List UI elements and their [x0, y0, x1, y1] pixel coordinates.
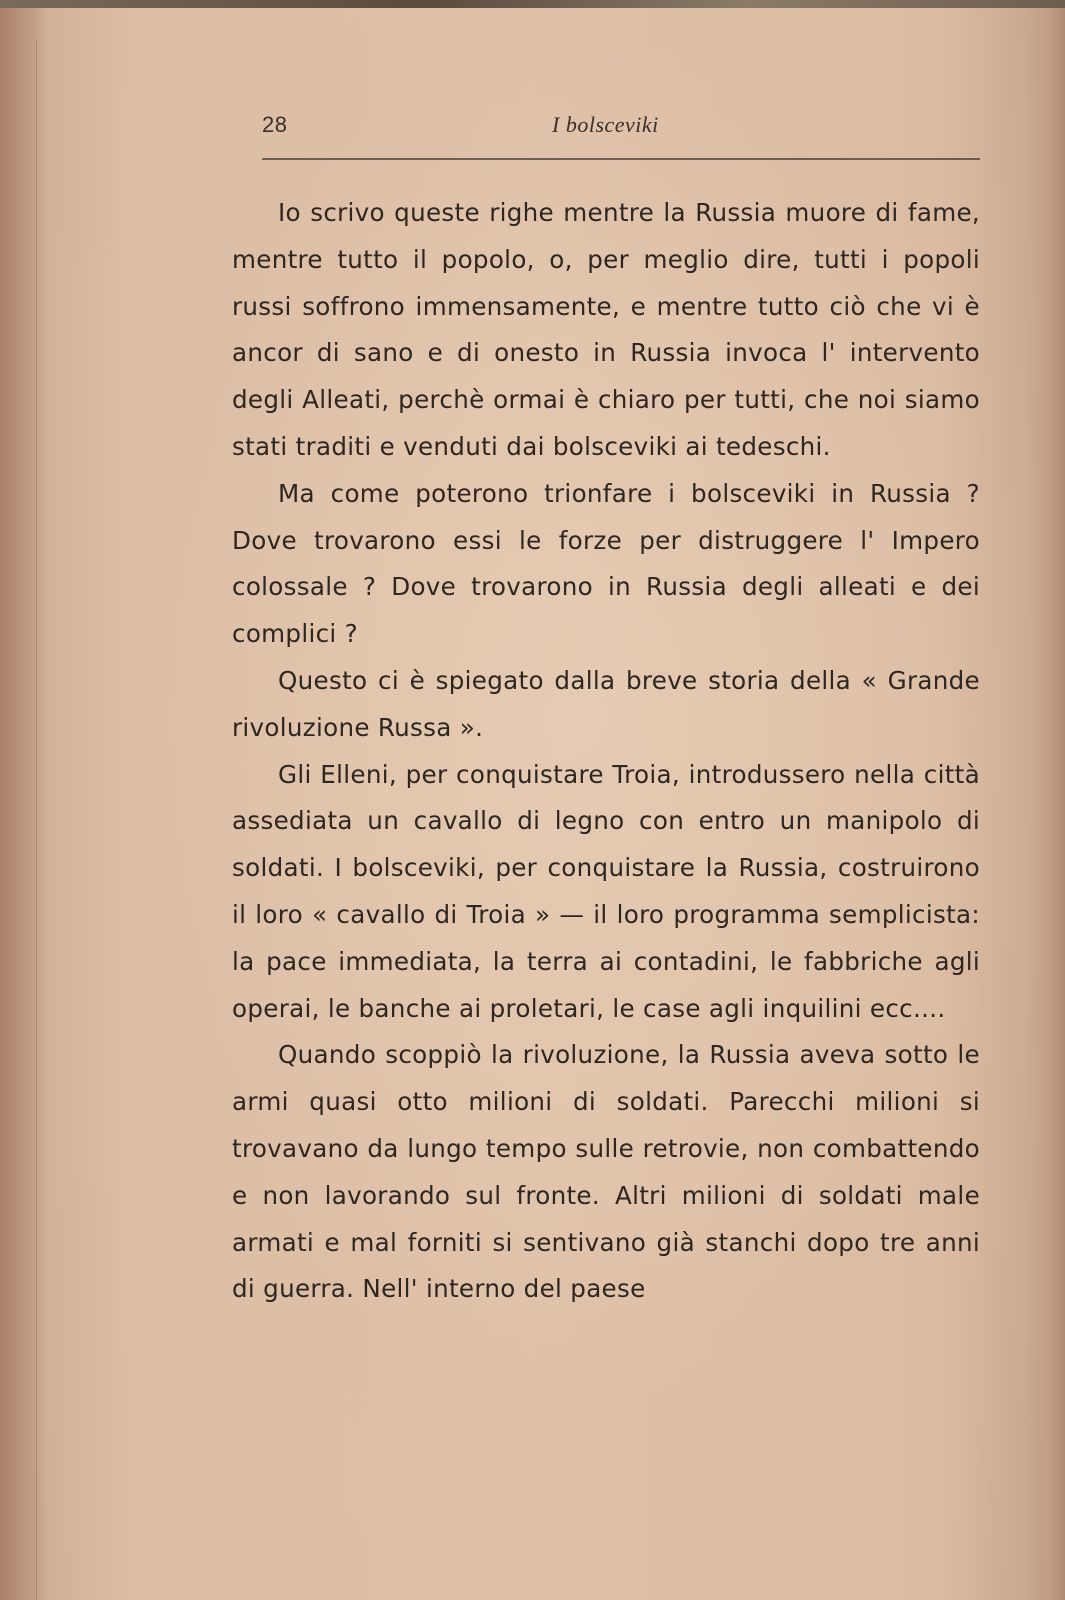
body-text [232, 190, 980, 1313]
page-right-edge [1035, 8, 1065, 1600]
binding-line [36, 40, 37, 1600]
header-rule [262, 158, 980, 160]
page-header [262, 108, 980, 148]
paragraph: Quando scoppiò la rivoluzione, la Russia aveva sotto le armi quasi otto milioni di soldati. Parecchi milioni si trovavano da lungo tempo sulle retrovie, non combattendo e non lavorando sul fronte. Altri milioni di soldati male armati e mal forniti si sentivano già stanchi dopo tre anni di guerra. Nell' interno del paese [232, 1040, 980, 1304]
page-left-edge [0, 8, 48, 1600]
paragraph: Gli Elleni, per conquistare Troia, introdussero nella città assediata un cavallo di legno con entro un manipolo di soldati. I bolsceviki, per conquistare la Russia, costruirono il loro « cavallo di Troia » — il loro programma semplicista: la pace immediata, la terra ai contadini, le fabbriche agli operai, le banche ai proletari, le case agli inquilini ecc.... [232, 759, 980, 1023]
page-number: 28 [262, 112, 288, 137]
paragraph: Ma come poterono trionfare i bolsceviki in Russia ? Dove trovarono essi le forze per distruggere l' Impero colossale ? Dove trovarono in Russia degli alleati e dei complici ? [232, 478, 980, 649]
paragraph: Io scrivo queste righe mentre la Russia muore di fame, mentre tutto il popolo, o, per meglio dire, tutti i popoli russi soffrono immensamente, e mentre tutto ciò che vi è ancor di sano e di onesto in Russia invoca l' intervento degli Alleati, perchè ormai è chiaro per tutti, che noi siamo stati traditi e venduti dai bolsceviki ai tedeschi. [232, 198, 980, 461]
top-edge-strip [0, 0, 1065, 8]
running-title: I bolsceviki [552, 112, 659, 137]
paragraph: Questo ci è spiegato dalla breve storia della « Grande rivoluzione Russa ». [232, 665, 980, 742]
